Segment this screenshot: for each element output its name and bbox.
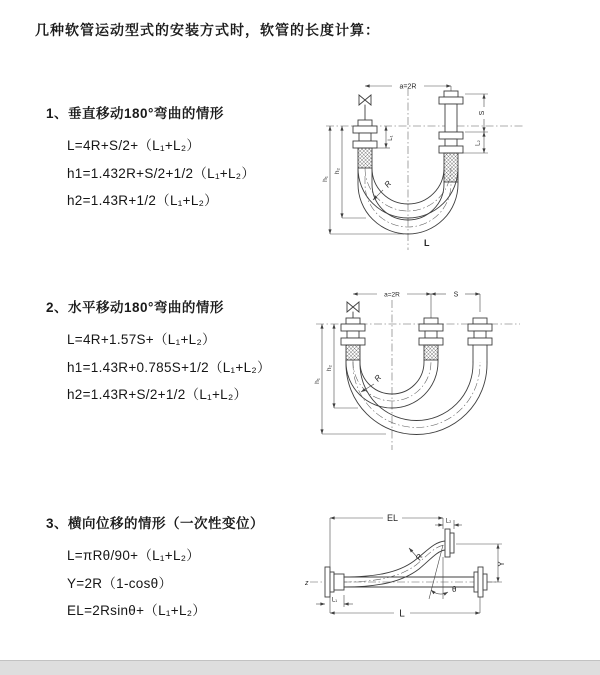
angle-label-theta: θ <box>452 585 457 594</box>
dim-label-s: S <box>453 291 459 299</box>
dim-label-el: EL <box>386 513 399 523</box>
dim-label-l1: L₁ <box>331 597 338 604</box>
left-flange-fitting <box>353 120 377 168</box>
radius-leader <box>409 548 425 562</box>
dimension-l2 <box>435 519 462 530</box>
section-2 <box>46 296 346 409</box>
formula-line: L=4R+S/2+（L₁+L₂） <box>67 138 201 153</box>
section-2-heading: 2、水平移动180°弯曲的情形 <box>46 300 224 315</box>
section-3-heading: 3、横向位移的情形（一次性变位） <box>46 516 265 531</box>
dim-label-h2: h₂ <box>326 364 333 372</box>
hose-u-bend-shifted <box>346 360 487 435</box>
diagram-lateral-displacement <box>298 503 600 651</box>
dim-label-h2: h₂ <box>334 167 341 175</box>
dim-label-h1: h₁ <box>322 176 329 182</box>
dim-label-l-total: L <box>424 238 430 248</box>
section-1 <box>46 102 346 215</box>
page-bottom-edge <box>0 660 600 675</box>
middle-flange-fitting <box>419 318 443 360</box>
valve-icon <box>359 95 371 120</box>
formula-line: EL=2Rsinθ+（L₁+L₂） <box>67 603 207 618</box>
hose-braid-section <box>346 345 360 360</box>
upper-flange-fitting <box>445 529 454 557</box>
formula-line: L=4R+1.57S+（L₁+L₂） <box>67 332 216 347</box>
dimension-s <box>431 292 480 319</box>
centerline-mark-z: z <box>305 580 309 587</box>
hose-braid-section <box>444 153 458 182</box>
page-title: 几种软管运动型式的安装方式时，软管的长度计算： <box>35 22 380 38</box>
dim-label-l2: L₂ <box>445 518 452 525</box>
radius-leader <box>373 179 393 200</box>
valve-icon <box>347 302 359 318</box>
dim-label-l2: L₂ <box>475 140 482 146</box>
right-flange-fitting <box>474 567 487 597</box>
dim-label-r: R <box>382 179 394 190</box>
left-flange-fitting <box>341 318 365 360</box>
left-flange-fitting <box>325 567 344 597</box>
dim-label-r: R <box>413 552 425 562</box>
right-flange-fitting <box>468 318 492 362</box>
dimension-l <box>330 597 480 620</box>
dim-label-a2r: a=2R <box>384 291 400 299</box>
dim-label-r: R <box>372 373 384 384</box>
formula-line: L=πRθ/90+（L₁+L₂） <box>67 548 201 563</box>
formula-line: h1=1.432R+S/2+1/2（L₁+L₂） <box>67 165 256 181</box>
hose-braid-section <box>358 148 372 168</box>
dimension-l1 <box>316 595 353 607</box>
dimension-a-2r <box>353 292 431 299</box>
hose-braid-section <box>424 345 438 360</box>
formula-line: h1=1.43R+0.785S+1/2（L₁+L₂） <box>67 359 271 375</box>
dim-label-l: L <box>399 608 405 620</box>
dim-label-h1: h₁ <box>314 378 321 384</box>
hose-displaced-curve <box>344 541 445 587</box>
section-1-formulas <box>46 132 346 215</box>
diagram-vertical-bend <box>308 70 592 258</box>
formula-line: h2=1.43R+S/2+1/2（L₁+L₂） <box>67 387 248 402</box>
diagram-horizontal-bend <box>306 282 600 464</box>
formula-line: Y=2R（1-cosθ） <box>67 575 173 591</box>
dimension-a-2r <box>365 84 451 92</box>
dimension-l2 <box>460 132 488 153</box>
section-2-formulas <box>46 326 346 409</box>
dim-label-a2r: a=2R <box>399 83 417 91</box>
dim-label-l1: L₁ <box>388 135 394 141</box>
formula-line: h2=1.43R+1/2（L₁+L₂） <box>67 193 218 208</box>
section-1-heading: 1、垂直移动180°弯曲的情形 <box>46 106 224 121</box>
dim-label-y: Y <box>497 561 506 567</box>
dimension-s <box>465 94 488 132</box>
dim-label-s: S <box>479 110 486 116</box>
